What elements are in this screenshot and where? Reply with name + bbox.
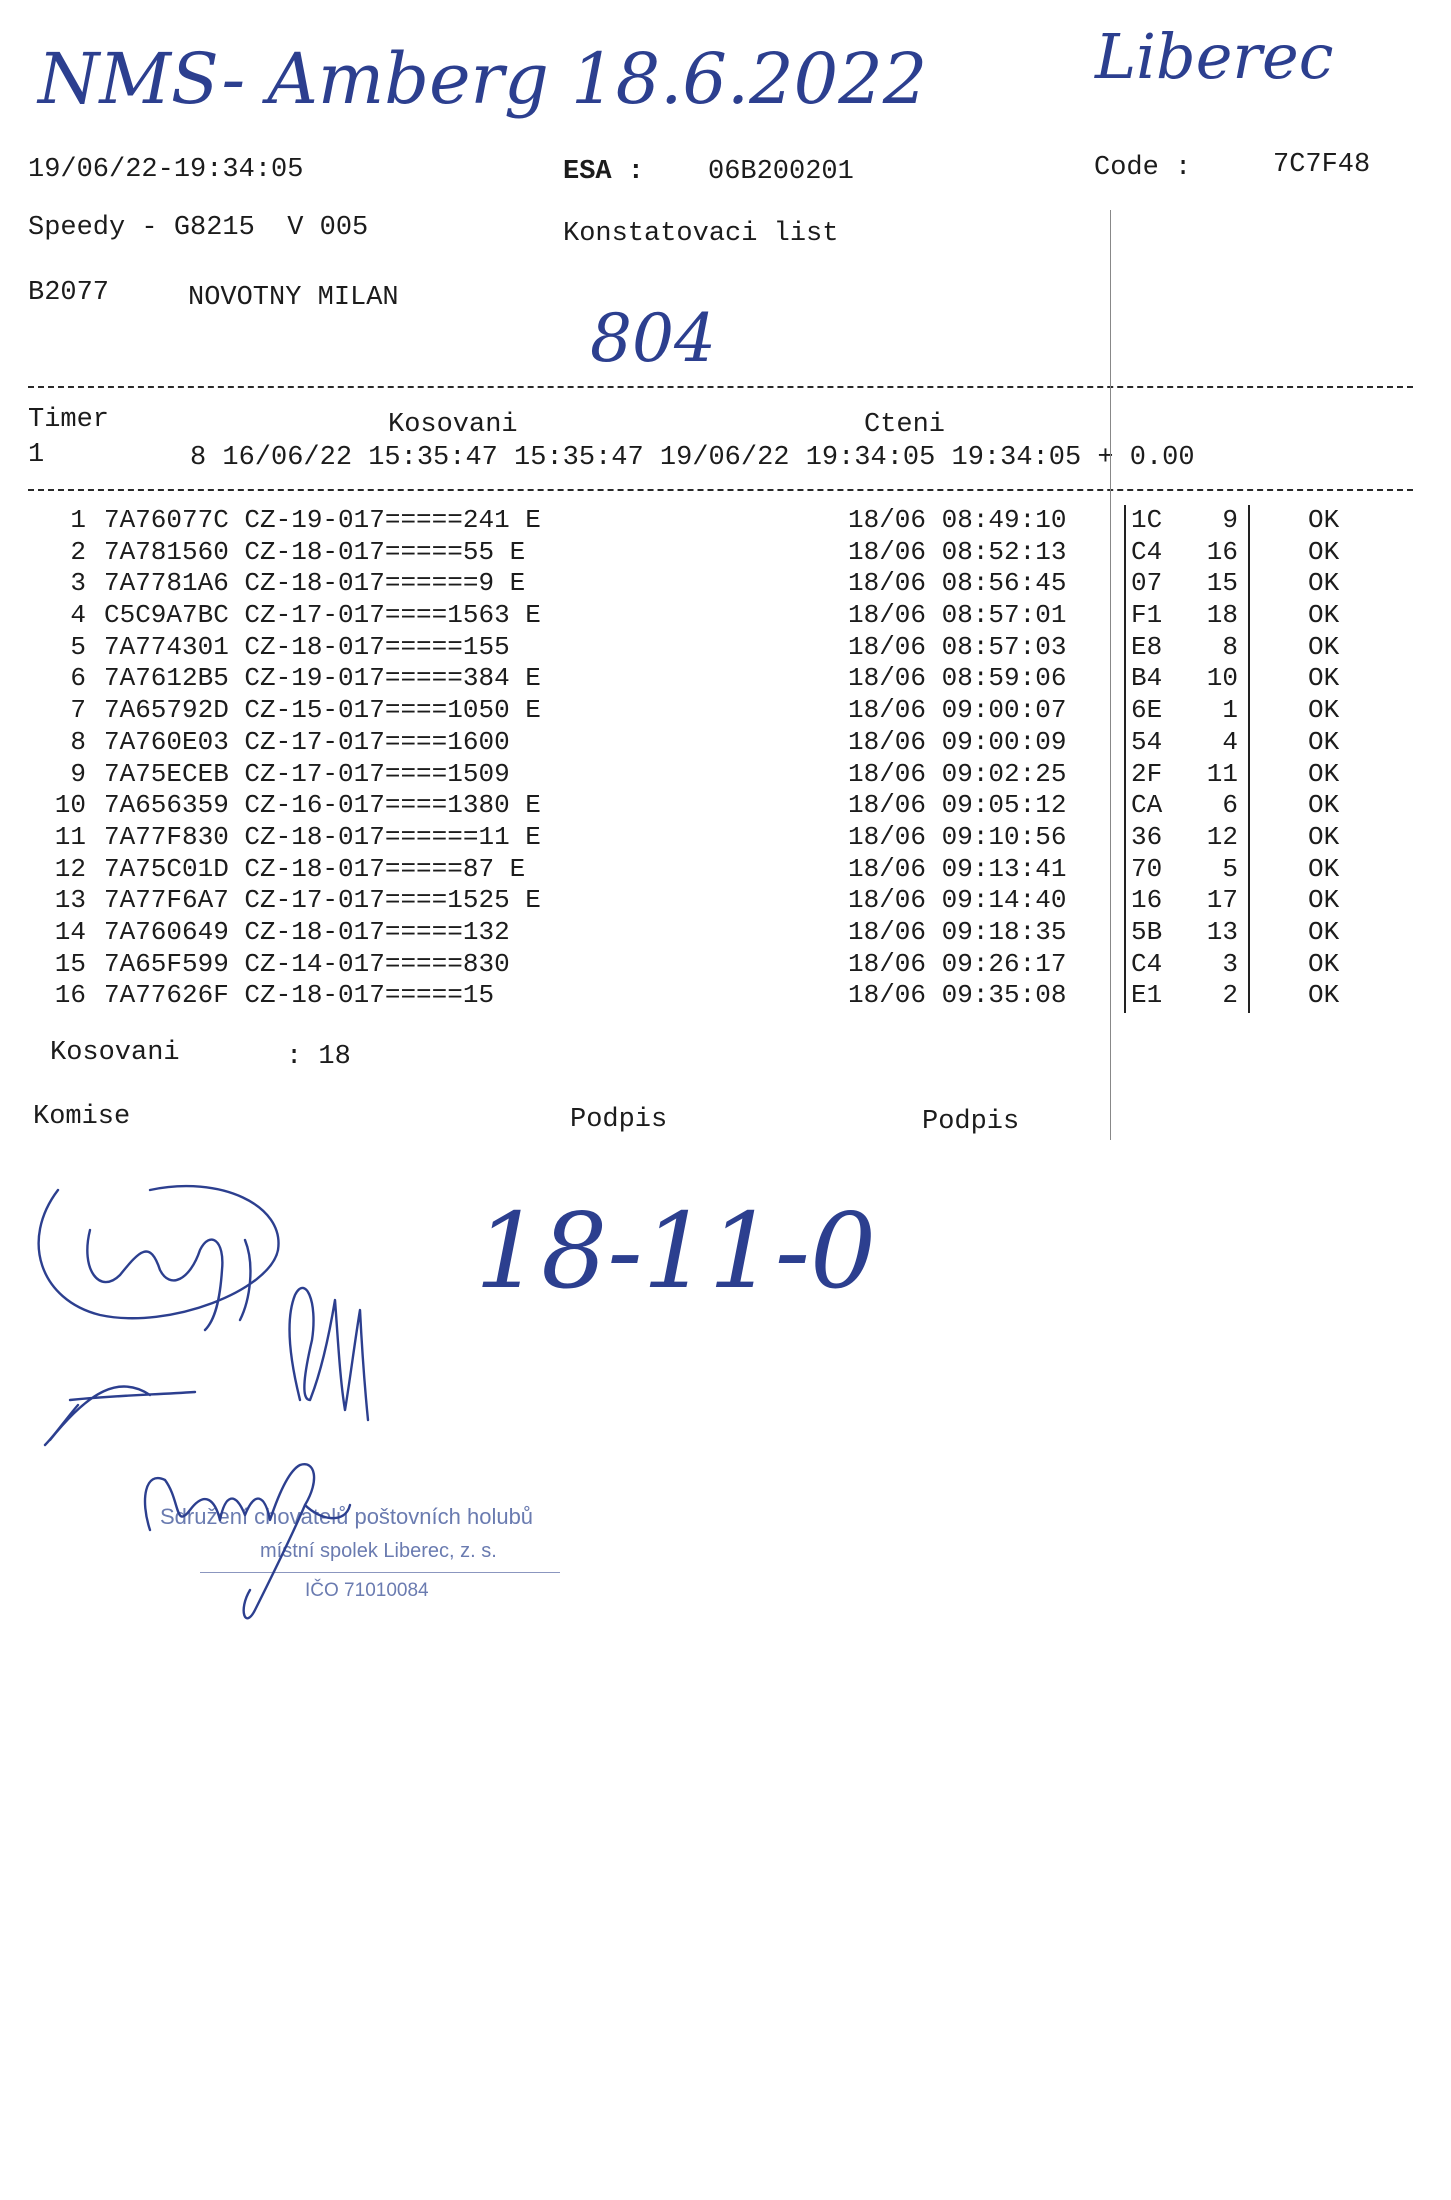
document-title: Konstatovaci list <box>563 219 839 249</box>
print-datetime: 19/06/22-19:34:05 <box>28 155 304 185</box>
signature-3 <box>290 1288 368 1420</box>
entry-status: OK <box>1308 790 1340 821</box>
handwritten-title: NMS- Amberg 18.6.2022 <box>38 38 928 120</box>
entry-status: OK <box>1308 948 1340 979</box>
entry-status: OK <box>1308 726 1340 757</box>
entry-ring: 7A7781A6 CZ-18-017======9 E <box>104 568 526 599</box>
entry-code: 6E <box>1131 695 1163 726</box>
entry-status: OK <box>1308 568 1340 599</box>
kosovani-count-value: : 18 <box>286 1042 351 1072</box>
entry-code: 1C <box>1131 505 1163 535</box>
entry-code: 16 <box>1131 885 1163 916</box>
entry-number: 7 <box>70 695 86 726</box>
entry-ring: 7A75C01D CZ-18-017=====87 E <box>104 853 526 884</box>
entry-status: OK <box>1308 663 1340 694</box>
member-id: B2077 <box>28 278 110 308</box>
entry-ring: 7A656359 CZ-16-017====1380 E <box>104 790 541 821</box>
entry-number: 13 <box>54 885 86 916</box>
entry-code: 07 <box>1131 568 1163 599</box>
podpis-label-1: Podpis <box>570 1105 668 1135</box>
entry-code: 2F <box>1131 758 1163 789</box>
entry-number: 8 <box>70 726 86 757</box>
entry-number: 12 <box>54 853 86 884</box>
entry-status: OK <box>1308 536 1340 567</box>
entry-position: 8 <box>1222 631 1238 662</box>
entry-position: 1 <box>1222 695 1238 726</box>
entry-arrival-time: 18/06 09:13:41 <box>848 853 1067 884</box>
entry-code: CA <box>1131 790 1163 821</box>
handwritten-city: Liberec <box>1095 20 1334 93</box>
entry-arrival-time: 18/06 09:02:25 <box>848 758 1067 789</box>
entry-status: OK <box>1308 631 1340 662</box>
entry-position: 10 <box>1206 663 1238 694</box>
entry-arrival-time: 18/06 09:26:17 <box>848 948 1067 979</box>
handwritten-result: 18-11-0 <box>475 1190 877 1312</box>
entry-ring: 7A760649 CZ-18-017=====132 <box>104 916 510 947</box>
entry-position: 18 <box>1206 600 1238 631</box>
entry-status: OK <box>1308 505 1340 535</box>
entry-position: 11 <box>1206 758 1238 789</box>
esa-label: ESA : <box>563 157 645 187</box>
entry-status: OK <box>1308 853 1340 884</box>
entry-code: E8 <box>1131 631 1163 662</box>
entry-position: 3 <box>1222 948 1238 979</box>
entry-position: 5 <box>1222 853 1238 884</box>
entry-ring: 7A75ECEB CZ-17-017====1509 <box>104 758 510 789</box>
entry-ring: 7A7612B5 CZ-19-017=====384 E <box>104 663 541 694</box>
entry-position: 12 <box>1206 821 1238 852</box>
entry-arrival-time: 18/06 09:00:09 <box>848 726 1067 757</box>
entry-ring: C5C9A7BC CZ-17-017====1563 E <box>104 600 541 631</box>
entry-number: 9 <box>70 758 86 789</box>
entry-number: 4 <box>70 600 86 631</box>
entry-arrival-time: 18/06 08:57:01 <box>848 600 1067 631</box>
entry-ring: 7A77F6A7 CZ-17-017====1525 E <box>104 885 541 916</box>
entry-arrival-time: 18/06 08:49:10 <box>848 505 1067 535</box>
entry-code: C4 <box>1131 536 1163 567</box>
entry-ring: 7A76077C CZ-19-017=====241 E <box>104 505 541 535</box>
entry-number: 2 <box>70 536 86 567</box>
stamp-line-1: Sdružení chovatelů poštovních holubů <box>160 1504 534 1529</box>
entry-code: E1 <box>1131 980 1163 1011</box>
entry-ring: 7A77626F CZ-18-017=====15 <box>104 980 495 1011</box>
entry-number: 14 <box>54 916 86 947</box>
komise-label: Komise <box>33 1102 131 1132</box>
entry-status: OK <box>1308 695 1340 726</box>
entry-number: 1 <box>70 505 86 535</box>
entry-number: 3 <box>70 568 86 599</box>
entry-code: 36 <box>1131 821 1163 852</box>
entry-code: C4 <box>1131 948 1163 979</box>
entry-code: 70 <box>1131 853 1163 884</box>
esa-value: 06B200201 <box>708 157 854 187</box>
timer-number: 1 <box>28 440 45 470</box>
entry-arrival-time: 18/06 08:57:03 <box>848 631 1067 662</box>
code-label: Code : <box>1094 153 1192 183</box>
entry-position: 13 <box>1206 916 1238 947</box>
entry-arrival-time: 18/06 08:59:06 <box>848 663 1067 694</box>
signature-4 <box>145 1464 350 1618</box>
entry-number: 15 <box>54 948 86 979</box>
entry-position: 16 <box>1206 536 1238 567</box>
entry-status: OK <box>1308 600 1340 631</box>
podpis-label-2: Podpis <box>922 1107 1020 1137</box>
entry-status: OK <box>1308 916 1340 947</box>
entry-code: B4 <box>1131 663 1163 694</box>
code-value: 7C7F48 <box>1273 150 1371 180</box>
entry-number: 10 <box>54 790 86 821</box>
entry-ring: 7A77F830 CZ-18-017======11 E <box>104 821 541 852</box>
entry-code: F1 <box>1131 600 1163 631</box>
entry-ring: 7A65792D CZ-15-017====1050 E <box>104 695 541 726</box>
entry-ring: 7A760E03 CZ-17-017====1600 <box>104 726 510 757</box>
timer-label: Timer <box>28 405 110 435</box>
signature-2 <box>45 1386 195 1445</box>
kosovani-header: Kosovani <box>388 410 518 440</box>
signature-1 <box>39 1186 279 1330</box>
entry-status: OK <box>1308 885 1340 916</box>
entry-arrival-time: 18/06 09:05:12 <box>848 790 1067 821</box>
entry-ring: 7A781560 CZ-18-017=====55 E <box>104 536 526 567</box>
handwritten-number: 804 <box>590 300 716 377</box>
speedy-info: Speedy - G8215 V 005 <box>28 213 369 243</box>
entry-position: 9 <box>1222 505 1238 535</box>
entry-status: OK <box>1308 758 1340 789</box>
entry-position: 6 <box>1222 790 1238 821</box>
entry-status: OK <box>1308 980 1340 1011</box>
member-name: NOVOTNY MILAN <box>188 283 399 313</box>
entry-code: 54 <box>1131 726 1163 757</box>
entry-position: 15 <box>1206 568 1238 599</box>
entry-arrival-time: 18/06 09:18:35 <box>848 916 1067 947</box>
entry-number: 16 <box>54 980 86 1011</box>
entry-arrival-time: 18/06 09:10:56 <box>848 821 1067 852</box>
entry-arrival-time: 18/06 09:14:40 <box>848 885 1067 916</box>
entry-ring: 7A774301 CZ-18-017=====155 <box>104 631 510 662</box>
entry-arrival-time: 18/06 08:52:13 <box>848 536 1067 567</box>
entry-position: 4 <box>1222 726 1238 757</box>
entry-ring: 7A65F599 CZ-14-017=====830 <box>104 948 510 979</box>
timer-line: 8 16/06/22 15:35:47 15:35:47 19/06/22 19:34:05 19:34:05 + 0.00 <box>190 443 1195 473</box>
entry-position: 17 <box>1206 885 1238 916</box>
cteni-header: Cteni <box>864 410 946 440</box>
stamp-line-2: místní spolek Liberec, z. s. <box>260 1540 497 1562</box>
entry-arrival-time: 18/06 08:56:45 <box>848 568 1067 599</box>
stamp-line-3: IČO 71010084 <box>305 1580 429 1601</box>
entry-arrival-time: 18/06 09:00:07 <box>848 695 1067 726</box>
entry-arrival-time: 18/06 09:35:08 <box>848 980 1067 1011</box>
entry-number: 5 <box>70 631 86 662</box>
entry-status: OK <box>1308 821 1340 852</box>
entry-code: 5B <box>1131 916 1163 947</box>
entry-position: 2 <box>1222 980 1238 1011</box>
entry-number: 11 <box>54 821 86 852</box>
entry-number: 6 <box>70 663 86 694</box>
kosovani-count-label: Kosovani <box>50 1038 180 1068</box>
